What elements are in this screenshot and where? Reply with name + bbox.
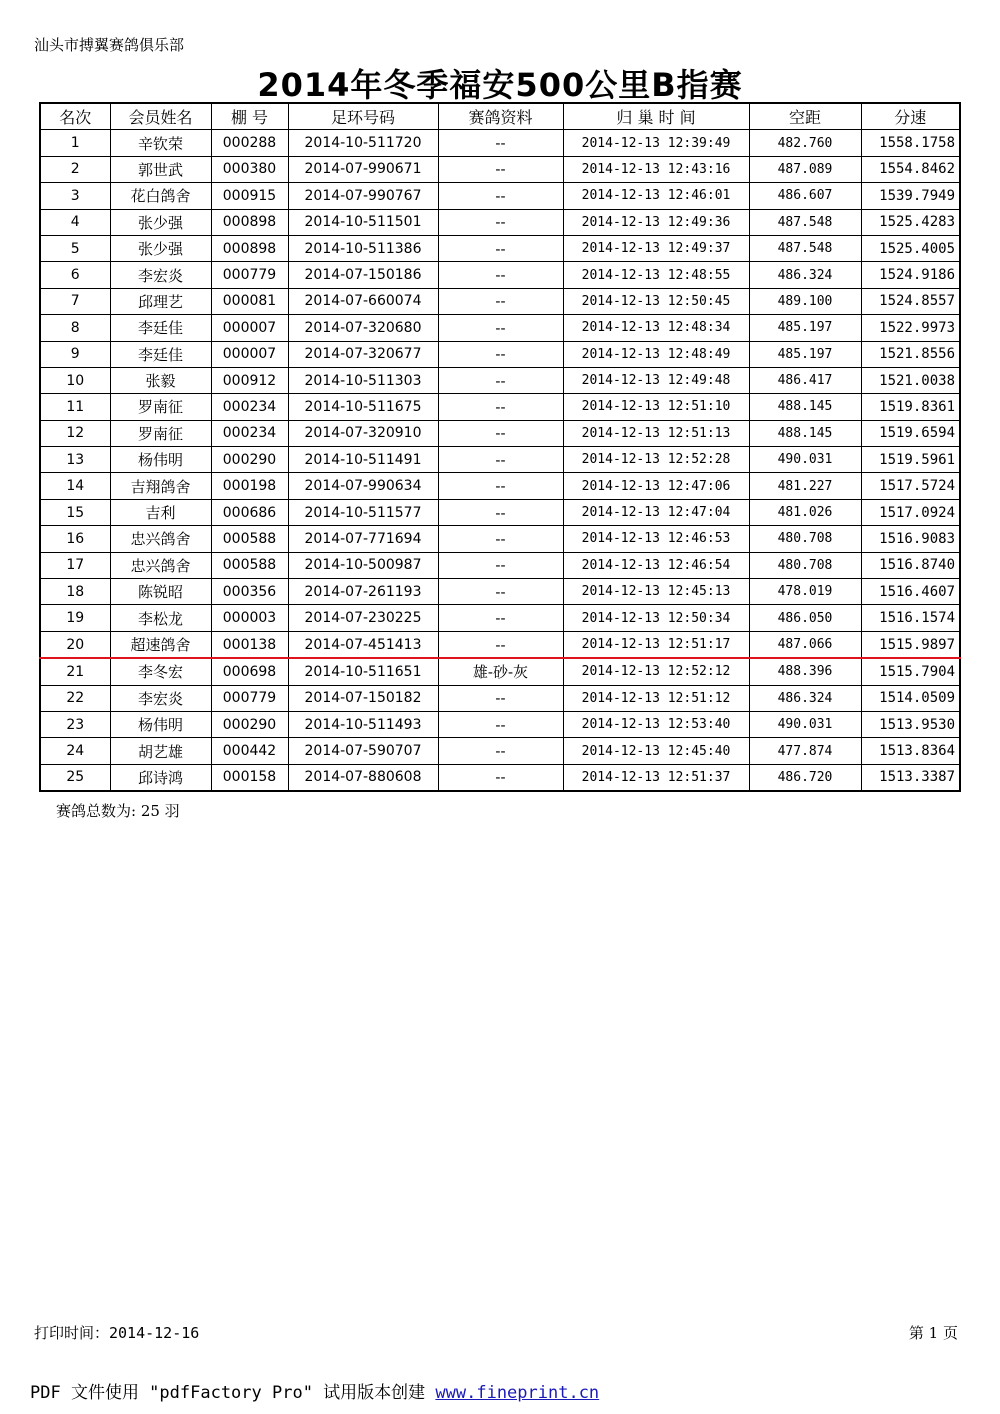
cell-member-name: 张少强 [110,209,211,235]
cell-pigeon-info: -- [438,341,563,367]
table-row [40,156,960,182]
cell-distance: 485.197 [749,341,861,367]
col-header-rank: 名次 [40,103,110,130]
cell-member-name: 李宏炎 [110,685,211,711]
cell-rank: 1 [40,130,110,156]
cell-member-name: 李廷佳 [110,341,211,367]
cell-distance: 490.031 [749,447,861,473]
cell-speed: 1524.8557 [861,288,960,314]
cell-speed: 1516.9083 [861,526,960,552]
cell-speed: 1522.9973 [861,315,960,341]
cell-ring-no: 2014-10-511491 [288,447,438,473]
cell-distance: 486.417 [749,367,861,393]
cell-arrival-time: 2014-12-13 12:49:37 [563,235,749,261]
cell-ring-no: 2014-10-511720 [288,130,438,156]
table-row [40,685,960,711]
cell-ring-no: 2014-10-511675 [288,394,438,420]
cell-distance: 480.708 [749,552,861,578]
cell-arrival-time: 2014-12-13 12:51:37 [563,764,749,791]
cell-rank: 16 [40,526,110,552]
table-row [40,130,960,156]
cell-member-name: 邱理艺 [110,288,211,314]
cell-speed: 1521.0038 [861,367,960,393]
cell-ring-no: 2014-07-990671 [288,156,438,182]
table-row [40,738,960,764]
cell-loft-no: 000686 [211,499,288,525]
cell-pigeon-info: -- [438,473,563,499]
cell-distance: 488.396 [749,658,861,685]
cell-member-name: 郭世武 [110,156,211,182]
cell-loft-no: 000356 [211,579,288,605]
table-row [40,288,960,314]
cell-ring-no: 2014-07-261193 [288,579,438,605]
cell-speed: 1519.5961 [861,447,960,473]
cell-rank: 2 [40,156,110,182]
table-row [40,499,960,525]
table-row [40,764,960,791]
fineprint-link[interactable]: www.fineprint.cn [435,1383,600,1403]
cell-loft-no: 000380 [211,156,288,182]
cell-rank: 12 [40,420,110,446]
cell-rank: 21 [40,658,110,685]
cell-rank: 15 [40,499,110,525]
cell-ring-no: 2014-07-150186 [288,262,438,288]
cell-loft-no: 000915 [211,183,288,209]
cell-arrival-time: 2014-12-13 12:49:48 [563,367,749,393]
cell-speed: 1524.9186 [861,262,960,288]
cell-rank: 24 [40,738,110,764]
table-row [40,315,960,341]
table-row [40,711,960,737]
pdf-note-text: PDF 文件使用 "pdfFactory Pro" 试用版本创建 [30,1383,436,1403]
cell-member-name: 李廷佳 [110,315,211,341]
cell-rank: 6 [40,262,110,288]
cell-distance: 487.089 [749,156,861,182]
cell-member-name: 杨伟明 [110,711,211,737]
table-row [40,367,960,393]
table-row [40,394,960,420]
cell-speed: 1513.3387 [861,764,960,791]
cell-rank: 13 [40,447,110,473]
cell-arrival-time: 2014-12-13 12:51:10 [563,394,749,420]
cell-loft-no: 000198 [211,473,288,499]
cell-ring-no: 2014-10-511386 [288,235,438,261]
cell-ring-no: 2014-10-500987 [288,552,438,578]
cell-speed: 1539.7949 [861,183,960,209]
cell-loft-no: 000779 [211,262,288,288]
col-header-loft-no: 棚 号 [211,103,288,130]
cell-member-name: 胡艺雄 [110,738,211,764]
cell-speed: 1516.8740 [861,552,960,578]
cell-rank: 23 [40,711,110,737]
cell-distance: 478.019 [749,579,861,605]
cell-rank: 3 [40,183,110,209]
cell-loft-no: 000007 [211,315,288,341]
cell-ring-no: 2014-07-150182 [288,685,438,711]
cell-loft-no: 000898 [211,235,288,261]
cell-pigeon-info: -- [438,605,563,631]
cell-distance: 487.066 [749,631,861,658]
cell-arrival-time: 2014-12-13 12:47:06 [563,473,749,499]
cell-speed: 1519.6594 [861,420,960,446]
cell-rank: 18 [40,579,110,605]
table-row [40,235,960,261]
table-row [40,579,960,605]
cell-member-name: 忠兴鸽舍 [110,526,211,552]
cell-member-name: 吉利 [110,499,211,525]
cell-distance: 486.607 [749,183,861,209]
table-row [40,631,960,658]
cell-loft-no: 000912 [211,367,288,393]
total-count: 赛鸽总数为: 25 羽 [56,802,180,820]
print-time: 打印时间：2014-12-16 [34,1324,200,1342]
cell-speed: 1525.4283 [861,209,960,235]
cell-loft-no: 000138 [211,631,288,658]
cell-rank: 7 [40,288,110,314]
cell-member-name: 张少强 [110,235,211,261]
cell-arrival-time: 2014-12-13 12:50:45 [563,288,749,314]
cell-rank: 9 [40,341,110,367]
cell-rank: 4 [40,209,110,235]
cell-arrival-time: 2014-12-13 12:48:55 [563,262,749,288]
table-row [40,552,960,578]
cell-member-name: 李松龙 [110,605,211,631]
cell-pigeon-info: -- [438,288,563,314]
cell-loft-no: 000288 [211,130,288,156]
cell-speed: 1558.1758 [861,130,960,156]
cell-pigeon-info: -- [438,579,563,605]
cell-arrival-time: 2014-12-13 12:46:53 [563,526,749,552]
club-name: 汕头市搏翼赛鸽俱乐部 [34,36,185,54]
cell-pigeon-info: -- [438,394,563,420]
cell-speed: 1517.0924 [861,499,960,525]
cell-distance: 481.026 [749,499,861,525]
cell-distance: 488.145 [749,394,861,420]
cell-distance: 488.145 [749,420,861,446]
cell-rank: 11 [40,394,110,420]
table-header-row [40,103,960,130]
cell-member-name: 超速鸽舍 [110,631,211,658]
cell-arrival-time: 2014-12-13 12:48:34 [563,315,749,341]
cell-arrival-time: 2014-12-13 12:53:40 [563,711,749,737]
cell-speed: 1517.5724 [861,473,960,499]
cell-distance: 486.720 [749,764,861,791]
col-header-ring-no: 足环号码 [288,103,438,130]
cell-pigeon-info: -- [438,447,563,473]
cell-speed: 1519.8361 [861,394,960,420]
cell-loft-no: 000779 [211,685,288,711]
cell-arrival-time: 2014-12-13 12:47:04 [563,499,749,525]
table-row [40,341,960,367]
cell-loft-no: 000234 [211,394,288,420]
cell-distance: 482.760 [749,130,861,156]
page-title: 2014年冬季福安500公里B指赛 [257,66,743,104]
cell-pigeon-info: -- [438,711,563,737]
cell-pigeon-info: -- [438,552,563,578]
cell-pigeon-info: -- [438,499,563,525]
cell-speed: 1554.8462 [861,156,960,182]
cell-ring-no: 2014-07-320677 [288,341,438,367]
cell-arrival-time: 2014-12-13 12:46:54 [563,552,749,578]
cell-loft-no: 000442 [211,738,288,764]
cell-distance: 485.197 [749,315,861,341]
cell-pigeon-info: -- [438,685,563,711]
table-row [40,420,960,446]
cell-member-name: 罗南征 [110,420,211,446]
col-header-arrival-time: 归 巢 时 间 [563,103,749,130]
cell-pigeon-info: -- [438,130,563,156]
table-row [40,605,960,631]
cell-loft-no: 000588 [211,526,288,552]
cell-distance: 490.031 [749,711,861,737]
cell-arrival-time: 2014-12-13 12:45:13 [563,579,749,605]
col-header-distance: 空距 [749,103,861,130]
cell-speed: 1515.7904 [861,658,960,685]
cell-arrival-time: 2014-12-13 12:52:28 [563,447,749,473]
cell-pigeon-info: 雄-砂-灰 [438,658,563,685]
cell-speed: 1525.4005 [861,235,960,261]
cell-distance: 487.548 [749,235,861,261]
cell-loft-no: 000588 [211,552,288,578]
cell-pigeon-info: -- [438,183,563,209]
cell-loft-no: 000290 [211,447,288,473]
cell-arrival-time: 2014-12-13 12:43:16 [563,156,749,182]
cell-loft-no: 000698 [211,658,288,685]
cell-pigeon-info: -- [438,738,563,764]
cell-member-name: 李宏炎 [110,262,211,288]
cell-arrival-time: 2014-12-13 12:48:49 [563,341,749,367]
cell-speed: 1515.9897 [861,631,960,658]
cell-rank: 20 [40,631,110,658]
table-row [40,658,960,685]
table-row [40,209,960,235]
cell-ring-no: 2014-10-511501 [288,209,438,235]
cell-pigeon-info: -- [438,156,563,182]
cell-pigeon-info: -- [438,367,563,393]
cell-pigeon-info: -- [438,209,563,235]
cell-arrival-time: 2014-12-13 12:46:01 [563,183,749,209]
cell-ring-no: 2014-07-771694 [288,526,438,552]
cell-member-name: 李冬宏 [110,658,211,685]
cell-arrival-time: 2014-12-13 12:51:13 [563,420,749,446]
cell-rank: 8 [40,315,110,341]
cell-rank: 14 [40,473,110,499]
table-row [40,447,960,473]
cell-ring-no: 2014-07-990634 [288,473,438,499]
cell-distance: 486.324 [749,685,861,711]
cell-speed: 1513.9530 [861,711,960,737]
cell-distance: 481.227 [749,473,861,499]
cell-speed: 1521.8556 [861,341,960,367]
cell-arrival-time: 2014-12-13 12:52:12 [563,658,749,685]
cell-speed: 1516.4607 [861,579,960,605]
cell-arrival-time: 2014-12-13 12:50:34 [563,605,749,631]
cell-ring-no: 2014-07-660074 [288,288,438,314]
cell-arrival-time: 2014-12-13 12:51:12 [563,685,749,711]
cell-ring-no: 2014-07-590707 [288,738,438,764]
cell-pigeon-info: -- [438,315,563,341]
cell-member-name: 邱诗鸿 [110,764,211,791]
page-number: 第 1 页 [908,1324,958,1342]
table-row [40,526,960,552]
cell-arrival-time: 2014-12-13 12:45:40 [563,738,749,764]
cell-arrival-time: 2014-12-13 12:39:49 [563,130,749,156]
cell-ring-no: 2014-07-320910 [288,420,438,446]
cell-distance: 486.324 [749,262,861,288]
cell-pigeon-info: -- [438,262,563,288]
cell-member-name: 忠兴鸽舍 [110,552,211,578]
cell-member-name: 花白鸽舍 [110,183,211,209]
cell-arrival-time: 2014-12-13 12:49:36 [563,209,749,235]
cell-loft-no: 000007 [211,341,288,367]
cell-loft-no: 000290 [211,711,288,737]
cell-member-name: 吉翔鸽舍 [110,473,211,499]
cell-ring-no: 2014-10-511577 [288,499,438,525]
cell-pigeon-info: -- [438,526,563,552]
cell-pigeon-info: -- [438,631,563,658]
table-row [40,183,960,209]
cell-distance: 480.708 [749,526,861,552]
cell-ring-no: 2014-10-511493 [288,711,438,737]
cell-pigeon-info: -- [438,764,563,791]
cell-ring-no: 2014-10-511651 [288,658,438,685]
cell-distance: 489.100 [749,288,861,314]
cell-distance: 477.874 [749,738,861,764]
cell-speed: 1513.8364 [861,738,960,764]
cell-member-name: 张毅 [110,367,211,393]
cell-pigeon-info: -- [438,420,563,446]
col-header-member-name: 会员姓名 [110,103,211,130]
cell-speed: 1516.1574 [861,605,960,631]
cell-rank: 5 [40,235,110,261]
table-row [40,262,960,288]
cell-rank: 17 [40,552,110,578]
col-header-pigeon-info: 赛鸽资料 [438,103,563,130]
cell-member-name: 辛钦荣 [110,130,211,156]
cell-ring-no: 2014-07-451413 [288,631,438,658]
results-table [39,102,961,792]
cell-ring-no: 2014-07-880608 [288,764,438,791]
col-header-speed: 分速 [861,103,960,130]
cell-member-name: 罗南征 [110,394,211,420]
cell-pigeon-info: -- [438,235,563,261]
pdf-watermark-note [30,1378,599,1403]
cell-loft-no: 000234 [211,420,288,446]
cell-distance: 486.050 [749,605,861,631]
cell-loft-no: 000898 [211,209,288,235]
cell-arrival-time: 2014-12-13 12:51:17 [563,631,749,658]
table-row [40,473,960,499]
cell-member-name: 杨伟明 [110,447,211,473]
cell-loft-no: 000158 [211,764,288,791]
cell-distance: 487.548 [749,209,861,235]
cell-ring-no: 2014-07-320680 [288,315,438,341]
cell-ring-no: 2014-10-511303 [288,367,438,393]
cell-rank: 22 [40,685,110,711]
cell-rank: 25 [40,764,110,791]
cell-ring-no: 2014-07-990767 [288,183,438,209]
cell-loft-no: 000081 [211,288,288,314]
cell-member-name: 陈锐昭 [110,579,211,605]
cell-speed: 1514.0509 [861,685,960,711]
cell-rank: 10 [40,367,110,393]
cell-loft-no: 000003 [211,605,288,631]
cell-ring-no: 2014-07-230225 [288,605,438,631]
cell-rank: 19 [40,605,110,631]
